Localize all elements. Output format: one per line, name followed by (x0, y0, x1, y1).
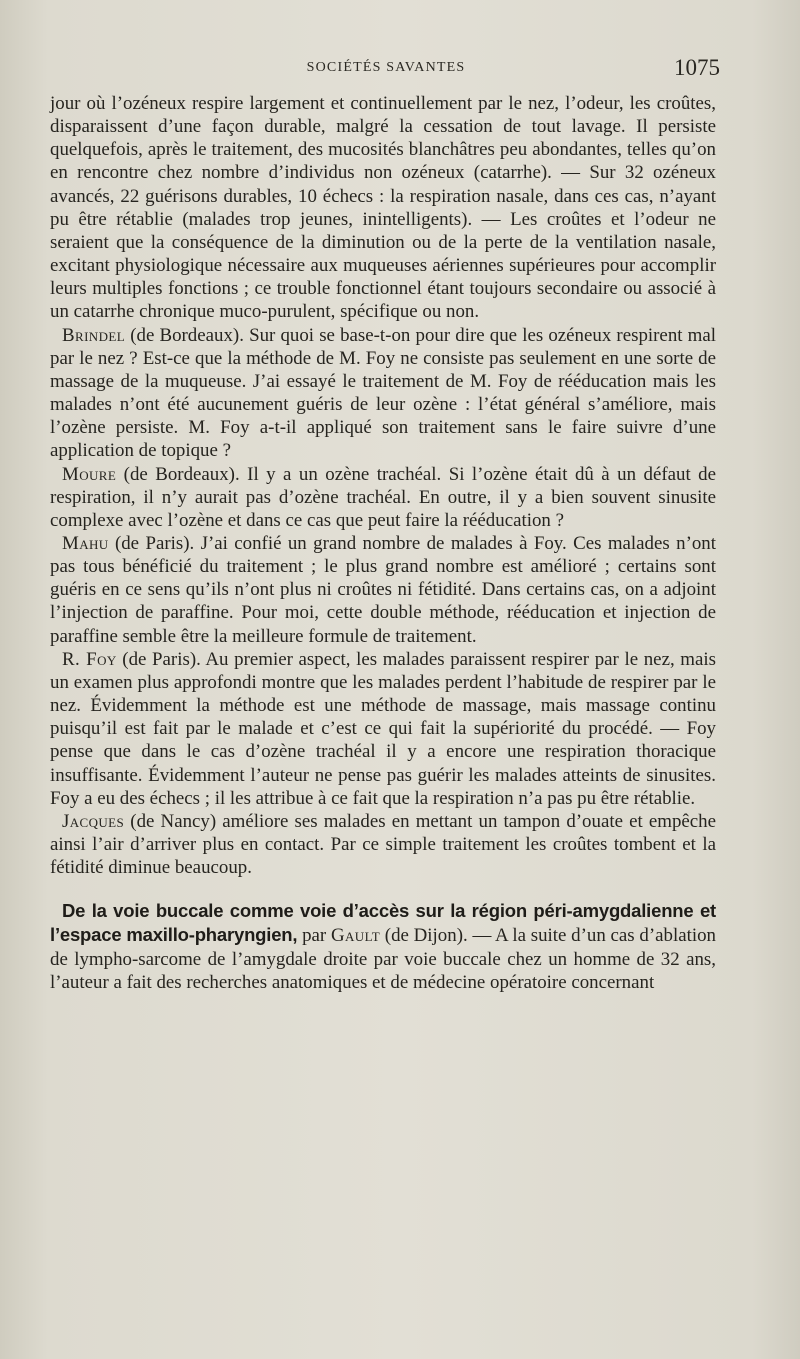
paragraph-text: (de Paris). J’ai confié un grand nombre de malades à Foy. Ces malades n’ont pas tous bénéficié du traitement ; le plus grand nombre est amélioré ; certains sont guéris en ce sens qu’ils n’ont plus ni croûtes ni fétidité. Dans certains cas, on a adjoint l’injection de paraffine. Pour moi, cette double méthode, rééducation et injection de paraffine semble être la meilleure formule de traitement. (50, 532, 716, 647)
speaker-name: Mahu (62, 532, 109, 554)
section-text: (de Dijon). — A la suite d’un cas d’ablation de lympho-sarcome de l’amygdale droite par voie buccale chez un homme de 32 ans, l’auteur a fait des recherches anatomiques et de médecine opératoire concernant (50, 925, 716, 993)
page-header (52, 55, 720, 79)
paragraph-foy (50, 648, 716, 810)
running-head: SOCIÉTÉS SAVANTES (306, 60, 466, 75)
paragraph-brindel (50, 324, 716, 463)
section-gault (50, 899, 716, 994)
paragraph-text: (de Paris). Au premier aspect, les malades paraissent respirer par le nez, mais un examen plus approfondi montre que les malades perdent l’habitude de respirer par le nez. Évidemment la méthode est une méthode de massage, mais massage continu puisqu’il est fait par le malade et c’est ce qui fait la supériorité du procédé. — Foy pense que dans le cas d’ozène trachéal il y a encore une respiration thoracique insuffisante. Évidemment l’auteur ne pense pas guérir les malades atteints de sinusites. Foy a eu des échecs ; il les attribue à ce fait que la respiration n’a pas pu être rétablie. (50, 648, 716, 809)
paragraph-text: jour où l’ozéneux respire largement et continuellement par le nez, l’odeur, les croûtes, disparaissent d’une façon durable, malgré la cessation de tout lavage. Il persiste quelquefois, après le traitement, des mucosités blanchâtres peu abondantes, telles qu’on en rencontre chez nombre d’individus non ozéneux (catarrhe). — Sur 32 ozéneux avancés, 22 guérisons durables, 10 échecs : la respiration nasale, dans ces cas, n’ayant pu être rétablie (malades trop jeunes, inintelligents). — Les croûtes et l’odeur ne seraient que la conséquence de la diminution ou de la perte de la ventilation nasale, excitant physiologique nécessaire aux muqueuses aériennes supérieures pour accomplir leurs multiples fonctions ; ce trouble fonctionnel étant toujours secondaire ou associé à un catarrhe chronique muco-purulent, spécifique ou non. (50, 93, 716, 323)
speaker-name: Brindel (62, 324, 126, 346)
speaker-name: Moure (62, 463, 117, 485)
paragraph-text: (de Nancy) améliore ses malades en mettant un tampon d’ouate et empêche ainsi l’air d’arriver plus en contact. Par ce simple traitement les croûtes tombent et la fétidité diminue beaucoup. (50, 810, 716, 879)
section-title: De la voie buccale comme voie d’accès sur la région péri-amygdalienne et l’espace maxillo-pharyngien, (50, 900, 716, 946)
speaker-name: Jacques (62, 810, 125, 832)
page-number: 1075 (674, 55, 720, 80)
paragraph-moure (50, 463, 716, 532)
section-by: par (297, 925, 331, 947)
paragraph-mahu (50, 532, 716, 648)
paragraph-jacques (50, 810, 716, 879)
body-text (50, 92, 716, 994)
paragraph-text: (de Bordeaux). Il y a un ozène trachéal. Si l’ozène était dû à un défaut de respiration, il n’y aurait pas d’ozène trachéal. En outre, il y a bien souvent sinusite complexe avec l’ozène et dans ce cas que peut faire la rééducation ? (50, 463, 716, 531)
paragraph-continuation (50, 92, 716, 324)
paragraph-text: (de Bordeaux). Sur quoi se base-t-on pour dire que les ozéneux respirent mal par le nez ? Est-ce que la méthode de M. Foy ne consiste pas seulement en une sorte de massage de la muqueuse. J’ai essayé le traitement de M. Foy de rééducation mais les malades n’ont été aucunement guéris de leur ozène : l’état général s’améliore, mais l’ozène persiste. M. Foy a-t-il appliqué son traitement sans le faire suivre d’une application de topique ? (50, 324, 716, 462)
section-author: Gault (330, 925, 381, 947)
speaker-name: R. Foy (62, 648, 117, 670)
